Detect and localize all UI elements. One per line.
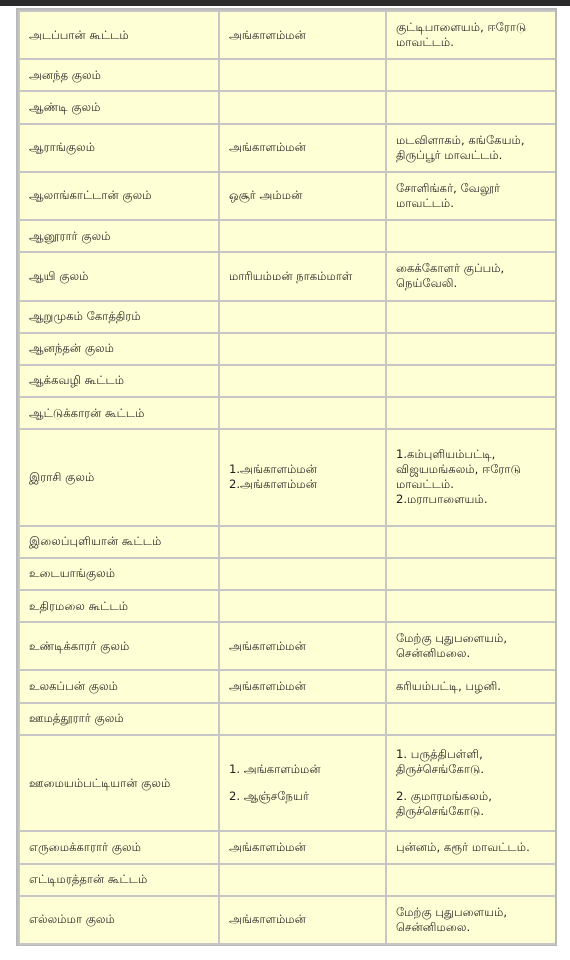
table-row bbox=[19, 558, 556, 590]
kulam-name: இராசி குலம் bbox=[29, 469, 95, 484]
deity-line: அங்காளம்மன் bbox=[229, 679, 306, 694]
table-row bbox=[19, 91, 556, 123]
table-row bbox=[19, 397, 556, 429]
table-row bbox=[19, 735, 556, 832]
deity-cell bbox=[219, 670, 386, 702]
place-cell bbox=[386, 220, 556, 252]
table-row bbox=[19, 831, 556, 863]
place-line: 1. பருத்திபள்ளி, bbox=[396, 747, 483, 762]
kulam-name: உடையாங்குலம் bbox=[29, 566, 116, 581]
kulam-name-cell bbox=[19, 558, 219, 590]
place-line: சென்னிமலை. bbox=[396, 919, 471, 934]
kulam-name-cell bbox=[19, 896, 219, 944]
table-row bbox=[19, 365, 556, 397]
place-line: சோளிங்கர், வேலூர் bbox=[396, 180, 501, 195]
deity-line: 1.அங்காளம்மன் bbox=[229, 462, 317, 477]
kulam-name-cell bbox=[19, 429, 219, 526]
place-cell bbox=[386, 670, 556, 702]
table-row bbox=[19, 172, 556, 220]
deity-line: 2.அங்காளம்மன் bbox=[229, 477, 317, 492]
kulam-name-cell bbox=[19, 397, 219, 429]
place-line: விஜயமங்கலம், ஈரோடு bbox=[396, 462, 521, 477]
place-cell bbox=[386, 59, 556, 91]
kulam-name-cell bbox=[19, 59, 219, 91]
kulam-name: இலைப்புளியான் கூட்டம் bbox=[29, 534, 162, 549]
place-cell bbox=[386, 365, 556, 397]
deity-cell bbox=[219, 333, 386, 365]
kulam-name: அனந்த குலம் bbox=[29, 67, 101, 82]
kulam-name-cell bbox=[19, 735, 219, 832]
top-dark-bar bbox=[0, 0, 570, 6]
deity-cell bbox=[219, 91, 386, 123]
place-cell bbox=[386, 735, 556, 832]
place-cell bbox=[386, 11, 556, 59]
place-cell bbox=[386, 864, 556, 896]
kulam-name-cell bbox=[19, 365, 219, 397]
place-cell bbox=[386, 831, 556, 863]
kulam-name: ஆயி குலம் bbox=[29, 268, 89, 283]
kulam-name: ஆனந்தன் குலம் bbox=[29, 341, 115, 356]
place-cell bbox=[386, 429, 556, 526]
deity-cell bbox=[219, 365, 386, 397]
deity-cell bbox=[219, 301, 386, 333]
kulam-name-cell bbox=[19, 333, 219, 365]
kulam-name: ஆட்டுக்காரன் கூட்டம் bbox=[29, 405, 145, 420]
place-line: திருச்செங்கோடு. bbox=[396, 804, 485, 819]
kulam-name-cell bbox=[19, 622, 219, 670]
table-row bbox=[19, 220, 556, 252]
place-cell bbox=[386, 590, 556, 622]
kulam-name-cell bbox=[19, 670, 219, 702]
place-line: திருச்செங்கோடு. bbox=[396, 762, 485, 777]
place-line: மாவட்டம். bbox=[396, 477, 454, 492]
table-row bbox=[19, 590, 556, 622]
kulam-name-cell bbox=[19, 11, 219, 59]
kulam-name: உதிரமலை கூட்டம் bbox=[29, 598, 129, 613]
place-cell bbox=[386, 397, 556, 429]
place-line: மடவிளாகம், கங்கேயம், bbox=[396, 132, 525, 147]
deity-cell bbox=[219, 59, 386, 91]
deity-line: அங்காளம்மன் bbox=[229, 839, 306, 854]
deity-line: அங்காளம்மன் bbox=[229, 27, 306, 42]
table-row bbox=[19, 896, 556, 944]
deity-cell bbox=[219, 11, 386, 59]
table-row bbox=[19, 11, 556, 59]
table-body bbox=[19, 11, 556, 944]
table-row bbox=[19, 670, 556, 702]
deity-cell bbox=[219, 124, 386, 172]
place-line: மாவட்டம். bbox=[396, 195, 454, 210]
kulam-name: ஆறுமுகம் கோத்திரம் bbox=[29, 309, 141, 324]
table-row bbox=[19, 252, 556, 300]
deity-cell bbox=[219, 590, 386, 622]
place-line: சென்னிமலை. bbox=[396, 646, 471, 661]
deity-cell bbox=[219, 397, 386, 429]
place-line bbox=[396, 777, 546, 789]
kulam-name-cell bbox=[19, 864, 219, 896]
kulam-name: எருமைக்காரார் குலம் bbox=[29, 839, 141, 854]
deity-line: ஒசூர் அம்மன் bbox=[229, 188, 303, 203]
kulam-name: ஊமையம்பட்டியான் குலம் bbox=[29, 775, 171, 790]
place-cell bbox=[386, 622, 556, 670]
bottom-blank-strip bbox=[0, 946, 570, 960]
deity-cell bbox=[219, 735, 386, 832]
kulam-deity-place-table bbox=[18, 10, 557, 945]
place-cell bbox=[386, 124, 556, 172]
table-row bbox=[19, 301, 556, 333]
place-cell bbox=[386, 91, 556, 123]
deity-cell bbox=[219, 622, 386, 670]
table-row bbox=[19, 124, 556, 172]
place-line: 2.மராபாளையம். bbox=[396, 492, 488, 507]
table-row bbox=[19, 864, 556, 896]
place-cell bbox=[386, 703, 556, 735]
kulam-name: ஊமத்தூரார் குலம் bbox=[29, 711, 124, 726]
deity-cell bbox=[219, 526, 386, 558]
place-line: புன்னம், கரூர் மாவட்டம். bbox=[396, 839, 530, 854]
kulam-name: உண்டிக்காரர் குலம் bbox=[29, 638, 130, 653]
table-row bbox=[19, 526, 556, 558]
kulam-name: உலகப்பன் குலம் bbox=[29, 679, 118, 694]
kulam-name-cell bbox=[19, 172, 219, 220]
place-cell bbox=[386, 301, 556, 333]
kulam-name-cell bbox=[19, 301, 219, 333]
deity-cell bbox=[219, 172, 386, 220]
place-line: திருப்பூர் மாவட்டம். bbox=[396, 147, 503, 162]
kulam-name: அடப்பான் கூட்டம் bbox=[29, 27, 129, 42]
kulam-table-container bbox=[18, 10, 555, 945]
kulam-name: எல்லம்மா குலம் bbox=[29, 912, 115, 927]
table-row bbox=[19, 622, 556, 670]
table-row bbox=[19, 703, 556, 735]
deity-line bbox=[229, 777, 376, 789]
kulam-name-cell bbox=[19, 91, 219, 123]
deity-line: அங்காளம்மன் bbox=[229, 638, 306, 653]
deity-cell bbox=[219, 864, 386, 896]
deity-cell bbox=[219, 558, 386, 590]
kulam-name: ஆனூரார் குலம் bbox=[29, 228, 111, 243]
kulam-name-cell bbox=[19, 831, 219, 863]
deity-line: அங்காளம்மன் bbox=[229, 912, 306, 927]
deity-line: 1. அங்காளம்மன் bbox=[229, 762, 321, 777]
kulam-name: ஆண்டி குலம் bbox=[29, 100, 101, 114]
deity-cell bbox=[219, 831, 386, 863]
kulam-name-cell bbox=[19, 124, 219, 172]
table-row bbox=[19, 429, 556, 526]
place-cell bbox=[386, 333, 556, 365]
table-row bbox=[19, 59, 556, 91]
deity-cell bbox=[219, 429, 386, 526]
kulam-name-cell bbox=[19, 703, 219, 735]
place-cell bbox=[386, 172, 556, 220]
place-line: நெய்வேலி. bbox=[396, 276, 458, 291]
kulam-name: ஆலாங்காட்டான் குலம் bbox=[29, 188, 152, 203]
place-line: மேற்கு புதுபளையம், bbox=[396, 631, 508, 646]
kulam-name: ஆக்கவழி கூட்டம் bbox=[29, 373, 125, 388]
deity-cell bbox=[219, 252, 386, 300]
place-line: மாவட்டம். bbox=[396, 35, 454, 50]
place-cell bbox=[386, 526, 556, 558]
deity-cell bbox=[219, 703, 386, 735]
deity-cell bbox=[219, 896, 386, 944]
place-line: கரியம்பட்டி, பழனி. bbox=[396, 679, 501, 694]
table-row bbox=[19, 333, 556, 365]
kulam-name: எட்டிமரத்தான் கூட்டம் bbox=[29, 872, 148, 887]
kulam-name-cell bbox=[19, 526, 219, 558]
place-line: மேற்கு புதுபளையம், bbox=[396, 904, 508, 919]
deity-line: 2. ஆஞ்சநேயர் bbox=[229, 789, 309, 804]
place-cell bbox=[386, 558, 556, 590]
deity-cell bbox=[219, 220, 386, 252]
kulam-name-cell bbox=[19, 590, 219, 622]
kulam-name: ஆராங்குலம் bbox=[29, 140, 96, 155]
kulam-name-cell bbox=[19, 220, 219, 252]
place-line: கைக்கோளர் குப்பம், bbox=[396, 261, 505, 276]
place-cell bbox=[386, 252, 556, 300]
place-line: 2. குமாரமங்கலம், bbox=[396, 789, 492, 804]
deity-line: அங்காளம்மன் bbox=[229, 140, 306, 155]
deity-line: மாரியம்மன் நாகம்மாள் bbox=[229, 268, 353, 283]
place-cell bbox=[386, 896, 556, 944]
place-line: குட்டிபாளையம், ஈரோடு bbox=[396, 20, 527, 35]
place-line: 1.கம்புளியம்பட்டி, bbox=[396, 447, 496, 462]
kulam-name-cell bbox=[19, 252, 219, 300]
